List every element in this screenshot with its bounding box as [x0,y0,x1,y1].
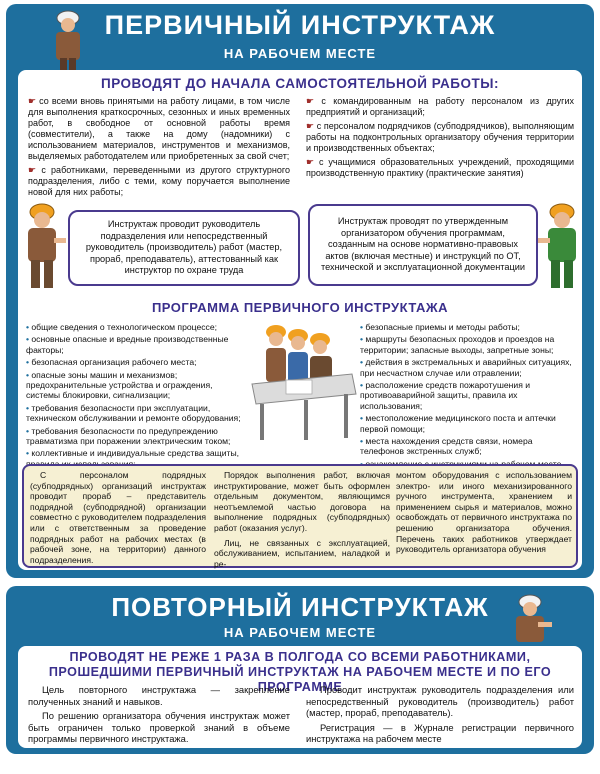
list-item: • безопасная организация рабочего места; [26,357,197,368]
contractors-col-1: С персоналом подрядных (субподрядных) организаций инструктаж проводит прораб – представитель подрядной (субподрядной) организации совместно с руководителем подразделения или с ответственным за проведение подрядных работ на рабочих местах (в рабочей зоне, на территории) данного подразделения. [30,470,206,565]
pointing-hand-icon: ☛ [306,96,322,106]
bullet-icon: • [26,425,32,436]
repeat-heading: ПРОВОДЯТ НЕ РЕЖЕ 1 РАЗА В ПОЛГОДА СО ВСЕМИ РАБОТНИКАМИ, ПРОШЕДШИМИ ПЕРВИЧНЫЙ ИНСТРУКТАЖ НА РАБОЧЕМ МЕСТЕ И ПО ЕГО ПРОГРАММЕ [48,650,552,694]
list-item: • требования безопасности по предупреждению травматизма при поражении электрическим током; [26,425,231,447]
primary-title: ПЕРВИЧНЫЙ ИНСТРУКТАЖ [104,10,496,40]
pointing-hand-icon: ☛ [28,165,42,175]
list-item: ☛ с учащимися образовательных учреждений, проходящими производственную практику (практические занятия) [306,157,575,178]
bullet-icon: • [360,436,366,447]
list-item: • требования безопасности при эксплуатации, техническом обслуживании и ремонте оборудования; [26,402,241,424]
list-item: ☛ с командированным на работу персоналом из других предприятий и организаций; [306,96,574,117]
primary-left-list [28,96,290,201]
primary-subtitle: НА РАБОЧЕМ МЕСТЕ [223,46,377,61]
list-item: • опасные зоны машин и механизмов; предохранительные устройства и ограждения, системы блокировки, сигнализации; [26,369,213,401]
bullet-icon: • [26,357,32,368]
frame-instructor: Инструктаж проводит руководитель подразделения или непосредственный руководитель (производитель) работ (мастер, прораб, преподаватель), аттестованный как инструктор по охране труда [68,210,300,286]
pointing-hand-icon: ☛ [306,121,317,131]
frame-programs: Инструктаж проводят по утвержденным организатором обучения программам, созданным на основе нормативно-правовых актов (включая местные) и инструкций по ОТ, технической и эксплуатационной документации [308,204,538,286]
program-heading: ПРОГРАММА ПЕРВИЧНОГО ИНСТРУКТАЖА [151,300,449,315]
worker-left-icon [22,200,66,290]
bullet-icon: • [26,322,32,332]
list-item: ☛ с работниками, переведенными из другого структурного подразделения, либо с теми, кому поручается выполнение новой для них работы; [28,165,290,197]
worker-pointing-icon [508,592,552,644]
list-item: • общие сведения о технологическом процессе; [26,322,218,332]
worker-icon [48,8,88,70]
repeat-title: ПОВТОРНЫЙ ИНСТРУКТАЖ [111,592,489,622]
primary-heading: ПРОВОДЯТ ДО НАЧАЛА САМОСТОЯТЕЛЬНОЙ РАБОТЫ: [101,76,499,91]
list-item: • расположение средств пожаротушения и противоаварийной защиты, правила их использования; [360,380,531,411]
bullet-icon: • [360,357,366,368]
list-item: • места нахождения средств связи, номера телефонов экстренных служб; [360,436,533,457]
bullet-icon: • [360,380,366,391]
bullet-icon: • [26,448,32,459]
list-item: • безопасные приемы и методы работы; [360,322,520,332]
list-item: • местоположение медицинского поста и аптечки первой помощи; [360,413,556,434]
repeat-left-col: Цель повторного инструктажа — закрепление полученных знаний и навыков. По решению организатора обучения инструктаж может быть ограничен только проверкой знаний в объеме программы первичного инструктажа. [28,684,290,745]
list-item: • маршруты безопасных проходов и проездов на территории; запасные выходы, запретные зоны; [360,334,555,355]
bullet-icon: • [360,334,366,345]
bullet-icon: • [360,322,366,332]
program-right-list [360,322,576,471]
pointing-hand-icon: ☛ [28,96,40,106]
list-item: • коллективные и индивидуальные средства защиты, [26,448,240,459]
contractors-col-3: монтом оборудования с использованием электро- или иного механизированного ручного инструмента, хранением и применением сырья и материалов, можно освобождать от первичного инструктажа по решению организатора обучения. Перечень таких работников утверждает руководитель организатора обучения [396,470,572,555]
list-item: • действия в экстремальных и аварийных ситуациях, при несчастном случае или отравлении; [360,357,572,378]
worker-right-icon [538,200,582,290]
list-item: ☛ с персоналом подрядчиков (субподрядчиков), выполняющим работы на подконтрольных организатору обучения территории и производственных объектах; [306,121,575,153]
list-item: ☛ со всеми вновь принятыми на работу лицами, в том числе для выполнения краткосрочных, сезонных и иных временных работ, в свободное от основной работы время (совместители), а также на дому (надомники) с использованием материалов, инструментов и механизмов, выделяемых работодателем или приобретенных за свой счет; [28,96,290,161]
pointing-hand-icon: ☛ [306,157,319,167]
bullet-icon: • [26,334,32,345]
primary-right-list [306,96,574,182]
program-left-list [26,322,244,471]
bullet-icon: • [26,369,32,380]
bullet-icon: • [26,402,32,413]
students-illustration [246,318,358,444]
contractors-col-2: Порядок выполнения работ, включая инструктирование, может быть оформлен отдельным документом, являющимся неотъемлемой частью договора на выполнение подрядных (субподрядных) работ (оказания услуг). Лиц, не связанных с эксплуатацией, обслуживанием, испытанием, наладкой и ре- [214,470,390,569]
bullet-icon: • [360,413,366,424]
repeat-right-col: Проводит инструктаж руководитель подразделения или непосредственный руководитель (производитель) работ (мастер, прораб, преподаватель). Регистрация — в Журнале регистрации первичного инструктажа на рабочем месте [306,684,574,745]
list-item: • основные опасные и вредные производственные факторы; [26,334,229,355]
repeat-subtitle: НА РАБОЧЕМ МЕСТЕ [223,625,377,640]
